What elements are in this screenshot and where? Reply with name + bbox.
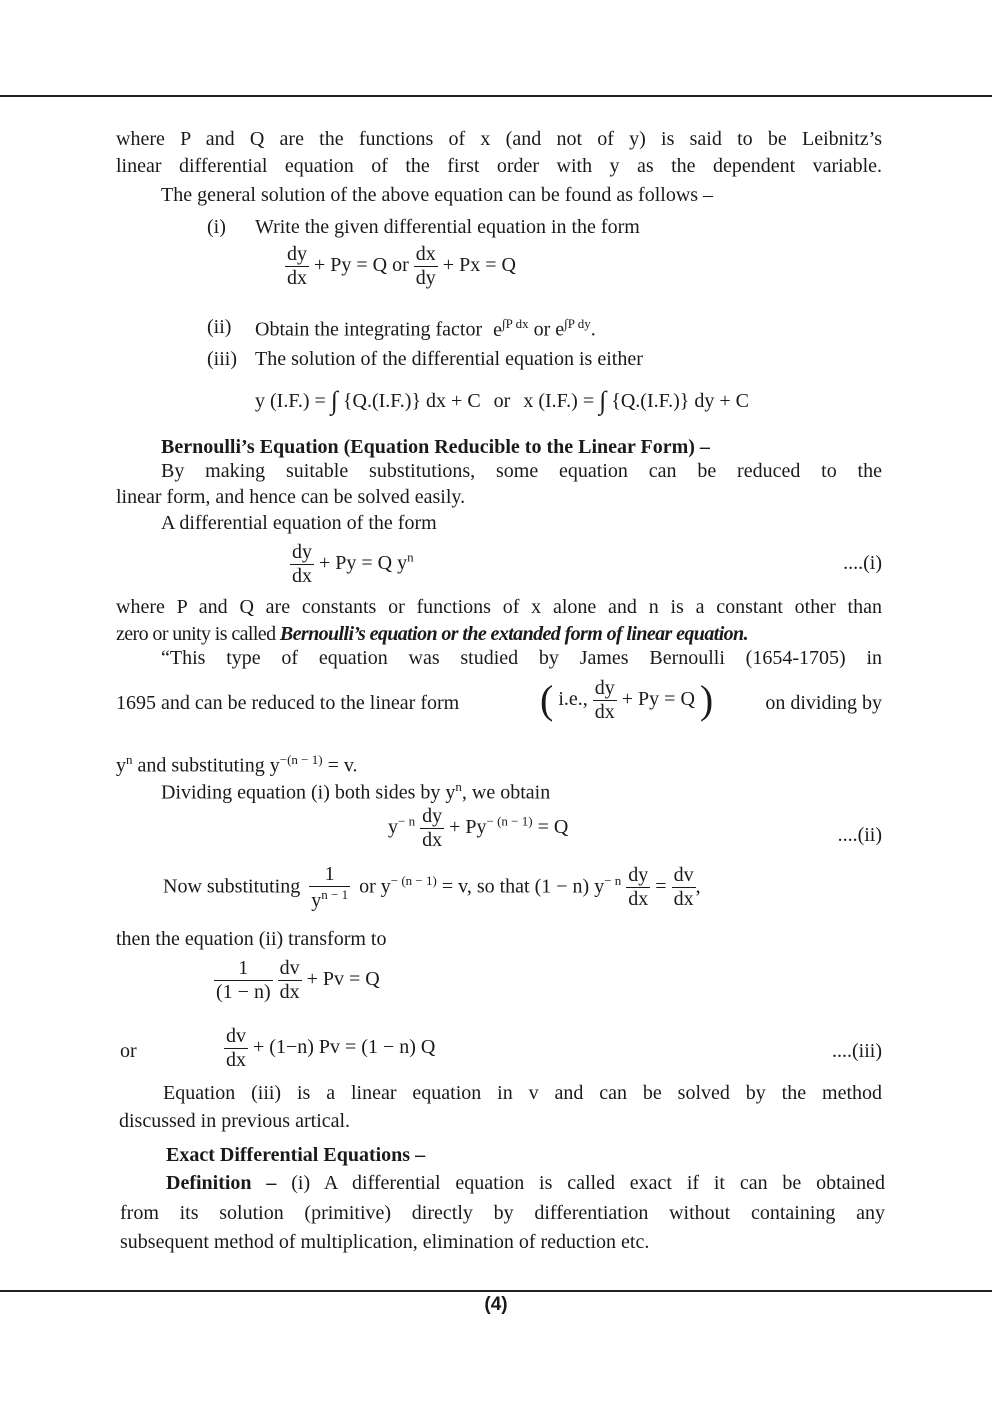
definition-line-2: from its solution (primitive) directly by differentiation without containing any [120, 1202, 885, 1224]
equation-ii: $y^{- n}$ $\frac{dy}{dx}$ + $Py^{- (n - 1)} = Q$ [388, 805, 569, 851]
exact-heading: Exact Differential Equations – [166, 1144, 426, 1166]
dividing-text: Dividing equation (i) both sides by $y^n$, we obtain [161, 779, 551, 804]
linear-form-inline: ( i.e., $\frac{dy}{dx}$ + Py = Q ) [540, 676, 714, 723]
history-line-2-start: 1695 and can be reduced to the linear form [116, 692, 460, 714]
bottom-divider [0, 1290, 992, 1292]
bernoulli-definition-emphasis: Bernoulli’s equation or the extanded form of linear equation. [279, 623, 748, 645]
equation-iii-note-line-1: Equation (iii) is a linear equation in v and can be solved by the method [163, 1082, 882, 1104]
step-2-text: Obtain the integrating factor $e^{\int P dx}$ or $e^{\int P dy}$. [255, 316, 596, 341]
definition-line-1: Definition – (i) A differential equation is called exact if it can be obtained [166, 1172, 886, 1194]
page-number: (4) [484, 1294, 508, 1315]
equation-i-label: ....(i) [843, 552, 882, 574]
constants-line-1: where P and Q are constants or functions of x alone and n is a constant other than [116, 596, 882, 618]
transformed-equation: $\frac{1}{(1 - n)}$ $\frac{dv}{dx}$ + Pv = Q [216, 957, 380, 1003]
history-line-2-end: on dividing by [765, 692, 882, 714]
step-3-marker: (iii) [207, 348, 237, 370]
top-divider [0, 95, 992, 97]
equation-iii-note-line-2: discussed in previous artical. [119, 1110, 351, 1132]
equation-iii-label: ....(iii) [832, 1040, 882, 1062]
intro-line-2: linear differential equation of the first order with y as the dependent variable. [116, 155, 882, 177]
general-solution-intro: The general solution of the above equation can be found as follows – [161, 184, 714, 206]
bernoulli-paragraph-1-line-1: By making suitable substitutions, some equation can be reduced to the [161, 460, 882, 482]
bernoulli-heading: Bernoulli’s Equation (Equation Reducible to the Linear Form) – [161, 436, 710, 458]
fraction-dx-dy: $\frac{dx}{dy}$ [415, 243, 436, 289]
equation-iii: $\frac{dv}{dx}$ + (1−n) Pv = (1 − n) Q [226, 1025, 436, 1071]
history-line-3: $y^n$ and substituting $y^{-(n - 1)} = v$. [116, 752, 358, 777]
constants-line-2: zero or unity is called Bernoulli’s equation or the extanded form of linear equation. [116, 623, 748, 645]
equation-iii-or: or [120, 1040, 137, 1062]
step-1-marker: (i) [207, 216, 226, 238]
equation-i: $\frac{dy}{dx}$ + Py = Q $y^n$ [292, 541, 414, 587]
definition-label: Definition – [166, 1172, 277, 1194]
step-1-text: Write the given differential equation in the form [255, 216, 640, 238]
equation-ii-label: ....(ii) [837, 824, 882, 846]
integrating-factor-exp-dy: ∫P dy [564, 316, 591, 331]
bernoulli-paragraph-1-line-2: linear form, and hence can be solved easily. [116, 486, 466, 508]
step-3-text: The solution of the differential equation is either [255, 348, 643, 370]
intro-line-1: where P and Q are the functions of x (and not of y) is said to be Leibnitz’s [116, 128, 882, 150]
integrating-factor-exp-dx: ∫P dx [502, 316, 529, 331]
definition-line-3: subsequent method of multiplication, elimination of reduction etc. [120, 1231, 650, 1253]
substitution-line: Now substituting $\frac{1}{y^{n - 1}}$ or $y^{- (n - 1)} = v$, so that (1 − n) $y^{- n}$ $\frac{dy}{dx}$ = $\frac{dv}{dx}$ , [163, 863, 701, 912]
history-line-1: “This type of equation was studied by James Bernoulli (1654-1705) in [161, 647, 882, 669]
step-3-equation: y (I.F.) = ∫ {Q.(I.F.)} dx + C or x (I.F.) = ∫ {Q.(I.F.)} dy + C [255, 386, 750, 415]
fraction-dy-dx: $\frac{dy}{dx}$ [287, 243, 307, 289]
step-2-marker: (ii) [207, 316, 232, 338]
transform-text: then the equation (ii) transform to [116, 928, 387, 950]
bernoulli-paragraph-2: A differential equation of the form [161, 512, 437, 534]
step-1-equation: $\frac{dy}{dx}$ + Py = Q or $\frac{dx}{dy}$ + Px = Q [287, 243, 516, 289]
